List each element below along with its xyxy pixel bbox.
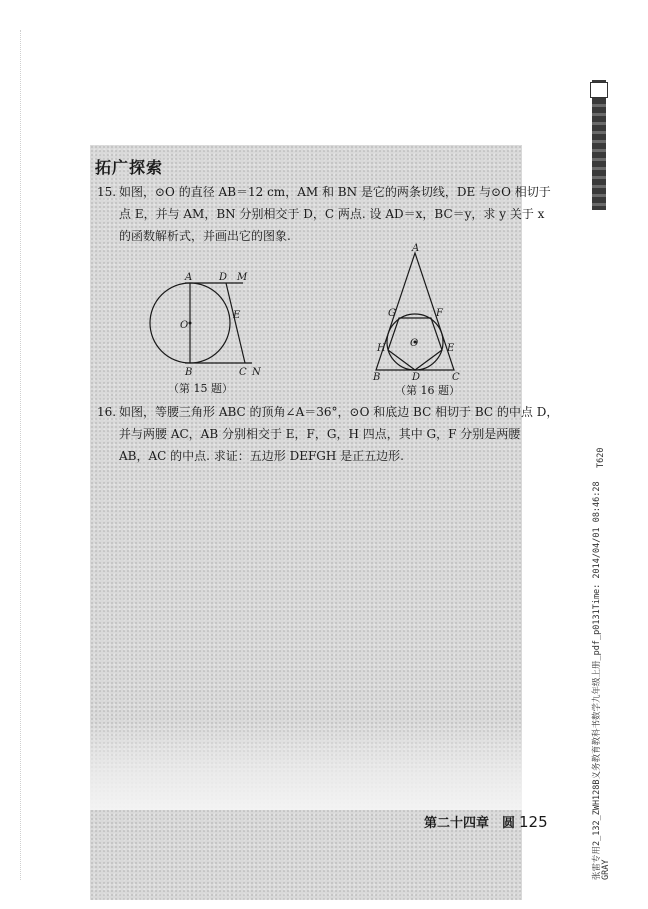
problem-number: 16. [97,405,117,419]
label-o-16: O [410,338,419,349]
label-b-15: B [185,367,193,378]
problem-text: 如图，⊙O 的直径 AB＝12 cm，AM 和 BN 是它的两条切线，DE 与⊙O 相切于 [119,185,551,199]
problem-line: 的函数解析式，并画出它的图象. [119,229,291,243]
caption-15: （第 15 题） [168,382,233,395]
label-e-15: E [233,310,241,321]
problem-line: 点 E，并与 AM，BN 分别相交于 D，C 两点. 设 AD＝x，BC＝y，求 y 关于 x [119,207,545,221]
color-bar [592,80,606,210]
problem-number: 15. [97,185,117,199]
chapter-label: 第二十四章 圆 [424,816,516,831]
problem-16 [97,401,558,467]
side-info: 张雷专用2_132_ZWH128B义务教育教科书数学九年级上册_pdf_p0131Time: 2014/04/01 08:46:28 [592,481,602,880]
problem-text: 如图，等腰三角形 ABC 的顶角∠A＝36°，⊙O 和底边 BC 相切于 BC 的中点 D， [119,405,559,419]
label-h-16: H [377,343,386,354]
label-e-16: E [447,343,455,354]
label-c-15: C [239,367,247,378]
caption-16: （第 16 题） [395,384,460,397]
problem-line: AB，AC 的中点. 求证：五边形 DEFGH 是正五边形. [119,449,404,463]
label-n-15: N [252,367,261,378]
section-title: 拓广探索 [95,158,164,177]
label-o-15: O [180,320,189,331]
label-d-16: D [412,372,421,383]
label-c-16: C [452,372,460,383]
page-footer [424,812,548,831]
label-g-16: G [388,308,396,319]
label-a-15: A [185,272,193,283]
problem-line [97,401,558,423]
label-b-16: B [373,372,381,383]
label-m-15: M [237,272,248,283]
problem-line: 并与两腰 AC，AB 分别相交于 E，F，G，H 四点，其中 G，F 分别是两腰 [119,427,521,441]
label-a-16: A [412,243,420,254]
page-number: 125 [519,813,548,831]
side-gray: GRAY [601,859,611,880]
label-f-16: F [436,308,443,319]
side-code: T620 [596,447,606,468]
label-d-15: D [219,272,228,283]
register-box [590,82,608,98]
